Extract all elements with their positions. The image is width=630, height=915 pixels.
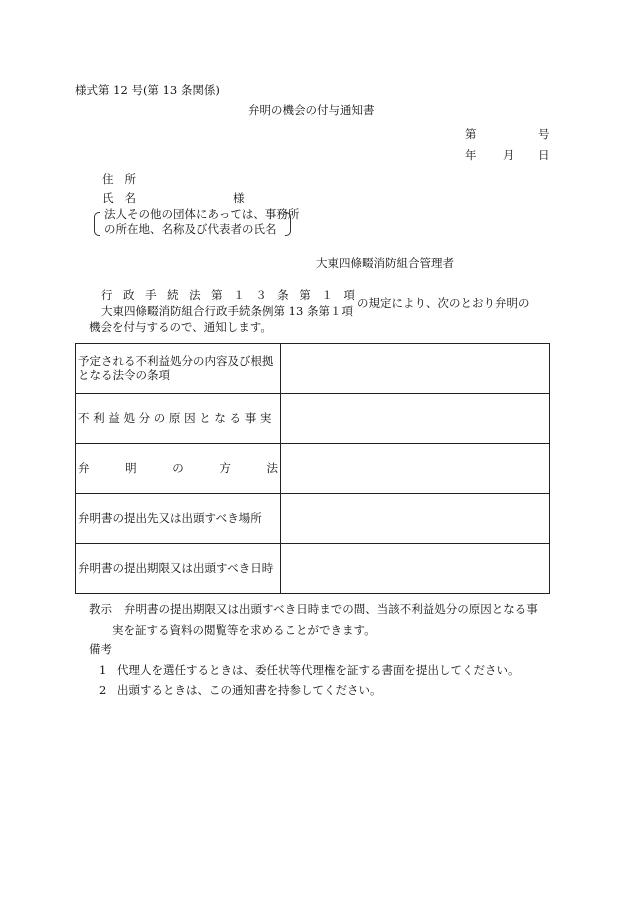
table-row bbox=[76, 494, 550, 544]
row-label-cause: 不 利 益 処 分 の 原 因 と な る 事 実 bbox=[76, 394, 281, 444]
row-label-deadline: 弁明書の提出期限又は出頭すべき日時 bbox=[76, 544, 281, 594]
body-continuation: の規定により、次のとおり弁明の bbox=[357, 296, 530, 310]
row-value-disposition bbox=[281, 344, 550, 394]
row-value-deadline bbox=[281, 544, 550, 594]
remark-item-1-num: 1 bbox=[99, 663, 107, 677]
row-value-method bbox=[281, 444, 550, 494]
instruction-label: 教示 bbox=[89, 602, 112, 616]
date-year: 年 bbox=[465, 148, 477, 162]
body-line3: 機会を付与するので、通知します。 bbox=[89, 320, 272, 334]
form-table bbox=[75, 343, 550, 594]
row-label-submission-place: 弁明書の提出先又は出頭すべき場所 bbox=[76, 494, 281, 544]
row-label-method: 弁 明 の 方 法 bbox=[76, 444, 281, 494]
row-label-disposition: 予定される不利益処分の内容及び根拠 となる法令の条項 bbox=[76, 344, 281, 394]
remark-item-2-text: 出頭するときは、この通知書を持参してください。 bbox=[117, 683, 382, 697]
name-label: 氏 名 bbox=[102, 191, 136, 205]
number-suffix: 号 bbox=[538, 127, 550, 141]
table-row bbox=[76, 344, 550, 394]
date-day: 日 bbox=[538, 148, 550, 162]
instruction-line1: 弁明書の提出期限又は出頭すべき日時までの間、当該不利益処分の原因となる事 bbox=[124, 602, 538, 616]
row-value-submission-place bbox=[281, 494, 550, 544]
law-line2: 大東四條畷消防組合行政手続条例第 13 条第１項 bbox=[101, 304, 353, 318]
date-month: 月 bbox=[503, 148, 515, 162]
document-title: 弁明の機会の付与通知書 bbox=[248, 103, 375, 117]
remark-item-2-num: 2 bbox=[99, 683, 107, 697]
sender: 大東四條畷消防組合管理者 bbox=[316, 256, 454, 270]
table-row bbox=[76, 444, 550, 494]
remarks-label: 備考 bbox=[89, 642, 112, 656]
addressee-note-line1: 法人その他の団体にあっては、事務所 bbox=[104, 207, 300, 221]
remark-item-1-text: 代理人を選任するときは、委任状等代理権を証する書面を提出してください。 bbox=[117, 663, 520, 677]
table-row bbox=[76, 394, 550, 444]
addressee-note-line2: の所在地、名称及び代表者の氏名 bbox=[104, 222, 277, 236]
law-line1: 行 政 手 続 法 第 １ ３ 条 第 １ 項 bbox=[101, 288, 355, 302]
honorific: 様 bbox=[233, 191, 245, 205]
instruction-line2: 実を証する資料の閲覧等を求めることができます。 bbox=[112, 623, 376, 637]
right-bracket bbox=[285, 212, 291, 236]
table-row bbox=[76, 544, 550, 594]
left-bracket bbox=[94, 212, 100, 236]
number-prefix: 第 bbox=[465, 127, 477, 141]
form-number: 様式第 12 号(第 13 条関係) bbox=[75, 83, 220, 97]
address-label: 住 所 bbox=[102, 172, 136, 186]
row-value-cause bbox=[281, 394, 550, 444]
